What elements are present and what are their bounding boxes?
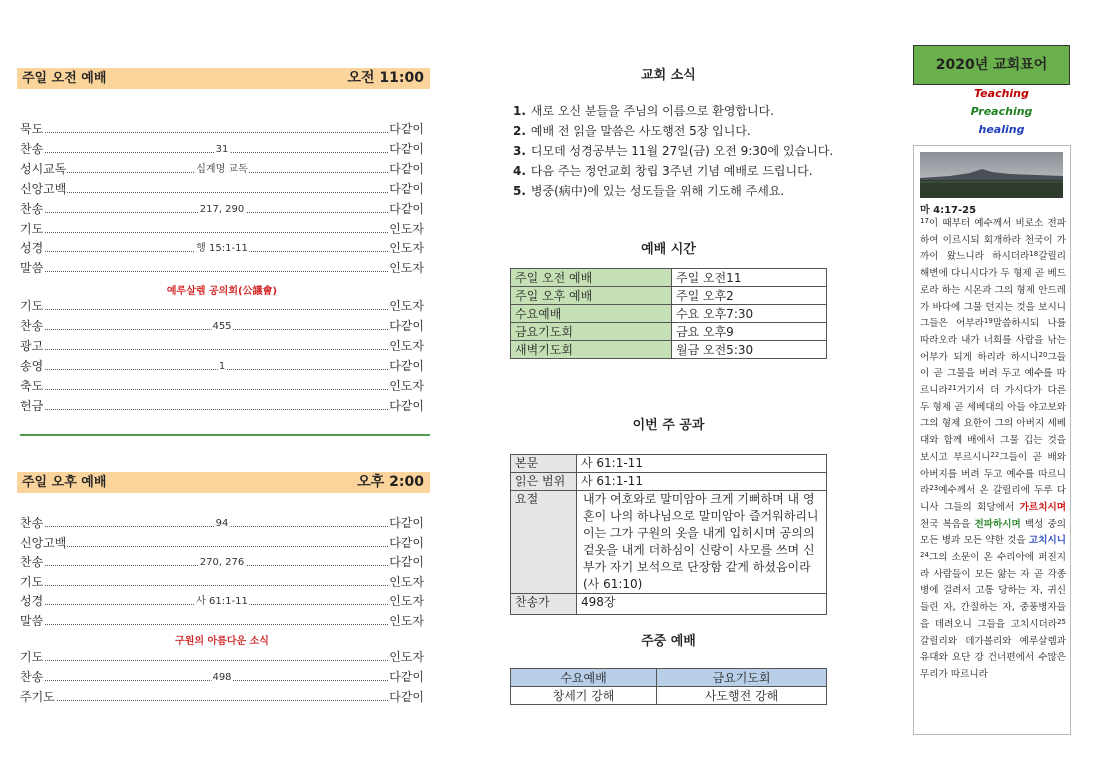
table-row: 수요예배 금요기도회 [511,669,827,687]
lesson-title: 이번 주 공과 [632,418,705,433]
order-leader: 인도자 [389,574,424,589]
order-row [20,318,424,335]
order-row [20,121,424,138]
order-leader: 다같이 [389,535,424,550]
order-row [20,593,424,610]
order-item: 말씀 [20,614,44,628]
afternoon-service-header [17,472,430,493]
order-leader: 다같이 [389,669,424,684]
order-item: 찬송 [20,318,44,333]
order-item: 찬송 [20,516,44,530]
order-leader: 다같이 [389,201,424,216]
order-row [20,574,424,591]
news-list [513,101,843,201]
order-row [20,201,424,218]
order-row [20,181,424,198]
news-item: 4. 다음 주는 정언교회 창립 3주년 기념 예배로 드립니다. [513,164,813,178]
order-detail: 270, 276 [199,554,246,571]
table-row: 주일 오전 예배 주일 오전11 [511,269,827,287]
order-leader: 인도자 [389,650,424,664]
order-row [20,161,424,178]
news-title: 교회 소식 [641,68,696,83]
highlight-preaching: 전파하시며 [974,518,1021,530]
order-leader: 다같이 [389,141,424,156]
motto-preaching: Preaching [970,105,1033,118]
table-row: 수요예배 수요 오후7:30 [511,305,827,323]
midweek-table [510,668,827,705]
order-leader: 다같이 [389,555,424,570]
order-leader: 인도자 [389,378,424,393]
morning-service-time: 오전 11:00 [347,70,424,86]
order-item: 헌금 [20,398,44,413]
order-detail: 1 [218,358,226,375]
order-row [20,535,424,552]
table-row: 본문 사 61:1-11 [511,455,827,473]
order-detail: 사 61:1-11 [195,593,249,610]
order-detail: 94 [215,515,230,532]
order-row [20,649,424,666]
order-item: 찬송 [20,669,44,684]
order-detail: 455 [211,318,232,335]
order-detail: 217, 290 [199,201,246,218]
order-item: 주기도 [20,689,55,704]
motto-title: 2020년 교회표어 [913,45,1070,85]
morning-service-header [17,68,430,89]
order-item: 말씀 [20,261,44,276]
table-row: 새벽기도회 월금 오전5:30 [511,341,827,359]
lesson-table [510,454,827,615]
order-row [20,358,424,375]
order-row [20,260,424,277]
order-leader: 다같이 [389,181,424,196]
news-item: 2. 예배 전 읽을 말씀은 사도행전 5장 입니다. [513,124,751,138]
order-leader: 인도자 [389,221,424,236]
order-leader: 인도자 [389,338,424,353]
order-item: 신앙고백 [20,535,67,550]
news-item: 5. 병중(病中)에 있는 성도들을 위해 기도해 주세요. [513,184,785,198]
order-leader: 다같이 [389,122,424,136]
section-divider [20,434,430,436]
worship-times-table [510,268,827,359]
afternoon-service-time: 오후 2:00 [357,474,424,490]
order-row [20,240,424,257]
order-item: 신앙고백 [20,181,67,196]
order-item: 찬송 [20,141,44,156]
order-row [20,298,424,315]
order-item: 성경 [20,241,44,256]
order-item: 찬송 [20,555,44,570]
table-row: 찬송가 498장 [511,594,827,615]
order-item: 묵도 [20,122,44,136]
table-row: 금요기도회 금요 오후9 [511,323,827,341]
order-leader: 인도자 [389,299,424,313]
order-item: 축도 [20,378,44,393]
scripture-text: $^{17}$이 때부터 예수께서 비로소 전파하여 이르시되 회개하라 천국이 가까이 왔느니라 하시더라$^{18}$갈릴리 해변에 다니시다가 두 형제 곧 베드로라 하는 시몬과 그의 형제 안드레가 바다에 그물 던지는 것을 보시니 그들은 어부라$^{19}$말씀하시되 나를 따라오라 내가 너희를 사람을 낚는 어부가 되게 하리라 하시니$^{20}$그들이 곧 그물을 버려 두고 예수를 따르니라$^{21}$거기서 더 가시다가 다른 두 형제 곧 세베대의 아들 야고보와 그의 형제 요한이 그의 아버지 세베대와 함께 배에서 그물 깁는 것을 보시고 부르시니$^{22}$그들이 곧 배와 아버지를 버려 두고 예수를 따르니라$^{23}$예수께서 온 갈릴리에 두루 다니사 그들의 회당에서 가르치시며 천국 복음을 전파하시며 백성 중의 모든 병과 모든 약한 것을 고치시니$^{24}$그의 소문이 온 수리아에 퍼진지라 사람들이 모든 앓는 자 곧 각종 병에 걸려서 고통 당하는 자, 귀신 들린 자, 간질하는 자, 중풍병자들을 데려오니 그들을 고치시더라$^{25}$갈릴리와 데가볼리와 예루살렘과 유대와 요단 강 건너편에서 수많은 무리가 따르니라 [920,217,1067,680]
order-leader: 다같이 [389,358,424,373]
scripture-box [913,145,1071,735]
landscape-image [920,152,1063,198]
table-row: 요절 내가 여호와로 말미암아 크게 기뻐하며 내 영혼이 나의 하나님으로 말미암아 즐거워하리니 이는 그가 구원의 옷을 내게 입히시며 공의의 겉옷을 내게 더하심이 신랑이 사모를 쓰며 신부가 자기 보석으로 단장함 같게 하셨음이라(사 61:10) [511,491,827,594]
order-leader: 다같이 [389,689,424,704]
order-item: 광고 [20,338,44,353]
highlight-healing: 고치시니 [1028,535,1066,547]
order-detail: 십계명 교독 [195,161,248,178]
order-item: 송영 [20,358,44,373]
order-row [20,689,424,706]
morning-sermon-title: 예루살렘 공의회(公議會) [166,286,278,297]
order-leader: 다같이 [389,161,424,176]
order-row [20,398,424,415]
motto-teaching: Teaching [974,87,1029,100]
order-row [20,338,424,355]
order-item: 찬송 [20,201,44,216]
order-row [20,669,424,686]
order-leader: 인도자 [389,594,424,609]
order-item: 기도 [20,221,44,236]
order-row [20,515,424,532]
order-item: 기도 [20,299,44,313]
order-leader: 다같이 [389,516,424,530]
midweek-title: 주중 예배 [641,634,696,649]
order-row [20,221,424,238]
order-row [20,378,424,395]
worship-times-title: 예배 시간 [641,242,696,257]
motto-healing: healing [978,123,1025,136]
order-item: 기도 [20,650,44,664]
afternoon-sermon-title: 구원의 아름다운 소식 [175,636,269,647]
order-leader: 인도자 [389,261,424,276]
order-leader: 다같이 [389,318,424,333]
morning-service-title: 주일 오전 예배 [22,71,107,86]
order-row [20,141,424,158]
order-leader: 인도자 [389,614,424,628]
order-item: 기도 [20,574,44,589]
order-detail: 31 [215,141,230,158]
order-item: 성경 [20,594,44,609]
order-detail: 행 15:1-11 [195,240,249,257]
order-detail: 498 [211,669,232,686]
scripture-reference: 마 4:17-25 [920,205,977,216]
order-leader: 인도자 [389,241,424,256]
table-row: 창세기 강해 사도행전 강해 [511,687,827,705]
order-row [20,554,424,571]
table-row: 주일 오후 예배 주일 오후2 [511,287,827,305]
table-row: 읽은 범위 사 61:1-11 [511,473,827,491]
highlight-teaching: 가르치시며 [1019,501,1066,513]
order-leader: 다같이 [389,398,424,413]
news-item: 1. 새로 오신 분들을 주님의 이름으로 환영합니다. [513,104,775,118]
order-item: 성시교독 [20,161,67,176]
news-item: 3. 디모데 성경공부는 11월 27일(금) 오전 9:30에 있습니다. [513,144,834,158]
order-row [20,613,424,630]
afternoon-service-title: 주일 오후 예배 [22,475,107,490]
